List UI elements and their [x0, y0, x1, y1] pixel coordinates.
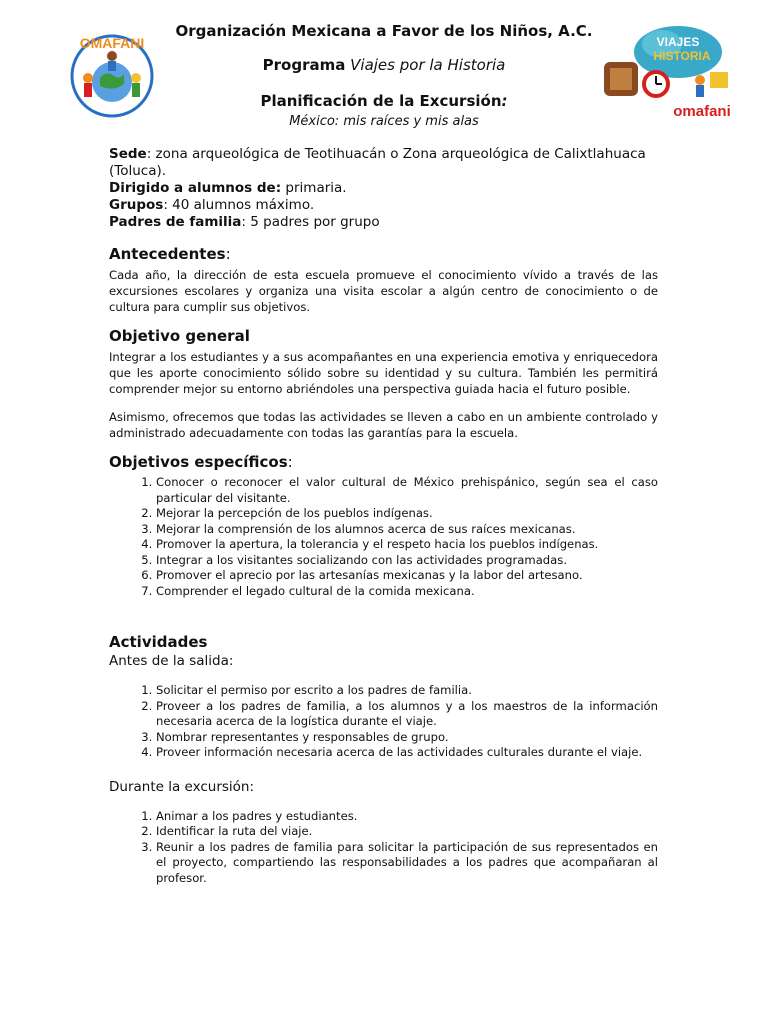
list-item: 3. Mejorar la comprensión de los alumnos acerca de sus raíces mexicanas. [156, 522, 658, 538]
actividades-heading: Actividades [109, 633, 208, 651]
svg-text:OMAFANI: OMAFANI [79, 35, 145, 51]
list-item: 6. Promover el aprecio por las artesanías mexicanas y la labor del artesano. [156, 568, 658, 584]
antecedentes-text: Cada año, la dirección de esta escuela promueve el conocimiento vívido a través de las excursiones escolares y organiza una visita escolar a algún centro de conocimiento o de cultura para cumplir sus objetivos. [109, 268, 658, 314]
dirigido-line: Dirigido a alumnos de: primaria. [109, 180, 347, 196]
list-item: 2. Proveer a los padres de familia, a los alumnos y a los maestros de la información necesaria acerca de la logística durante el viaje. [156, 699, 658, 730]
list-item: 1. Solicitar el permiso por escrito a los padres de familia. [156, 683, 658, 699]
omafani-logo-left [64, 26, 160, 122]
antecedentes-heading: Antecedentes: [109, 245, 231, 263]
objetivos-especificos-heading: Objetivos específicos: [109, 453, 293, 471]
document-body [109, 146, 658, 898]
list-item: 2. Identificar la ruta del viaje. [156, 824, 658, 840]
durante-list [109, 809, 658, 887]
org-title: Organización Mexicana a Favor de los Niños, A.C. [175, 22, 593, 40]
sede-line: Sede: zona arqueológica de Teotihuacán o Zona arqueológica de Calixtlahuaca (Toluca). [109, 146, 646, 179]
antes-list [109, 683, 658, 761]
list-item: 4. Proveer información necesaria acerca de las actividades culturales durante el viaje. [156, 745, 658, 761]
list-item: 2. Mejorar la percepción de los pueblos indígenas. [156, 506, 658, 522]
objetivos-especificos-list [109, 475, 658, 599]
durante-label: Durante la excursión: [109, 778, 255, 795]
program-line [150, 56, 618, 74]
objetivo-general-p2: Asimismo, ofrecemos que todas las actividades se lleven a cabo en un ambiente controlado y administrado adecuadamente con todas las garantías para la escuela. [109, 410, 658, 440]
grupos-line: Grupos: 40 alumnos máximo. [109, 197, 315, 213]
program-name: Viajes por la Historia [350, 56, 506, 74]
padres-line: Padres de familia: 5 padres por grupo [109, 214, 380, 230]
list-item: 1. Conocer o reconocer el valor cultural de México prehispánico, según sea el caso particular del visitante. [156, 475, 658, 506]
svg-text:omafani: omafani [673, 103, 731, 120]
list-item: 1. Animar a los padres y estudiantes. [156, 809, 658, 825]
subtitle: México: mis raíces y mis alas [289, 114, 479, 129]
document-header [0, 0, 768, 140]
svg-text:VIAJES: VIAJES [656, 35, 700, 49]
svg-text:HISTORIA: HISTORIA [653, 49, 711, 63]
list-item: 7. Comprender el legado cultural de la comida mexicana. [156, 584, 658, 600]
objetivo-general-heading: Objetivo general [109, 327, 250, 345]
objetivo-general-p1: Integrar a los estudiantes y a sus acompañantes en una experiencia emotiva y enriquecedora que les aporte conocimiento sólido sobre su identidad y su cultura. También les permitirá comprender mejor su entorno abriéndoles una perspectiva guiada hacia el futuro posible. [109, 350, 658, 396]
antes-label: Antes de la salida: [109, 653, 234, 669]
list-item: 3. Nombrar representantes y responsables de grupo. [156, 730, 658, 746]
list-item: 3. Reunir a los padres de familia para solicitar la participación de sus representados en el proyecto, compartiendo las responsabilidades a los padres que acompañaran al profesor. [156, 840, 658, 887]
plan-title: Planificación de la Excursión: [260, 92, 508, 110]
list-item: 4. Promover la apertura, la tolerancia y el respeto hacia los pueblos indígenas. [156, 537, 658, 553]
program-label: Programa [262, 56, 346, 74]
list-item: 5. Integrar a los visitantes socializando con las actividades programadas. [156, 553, 658, 569]
excursion-details [109, 146, 658, 231]
viajes-historia-logo [598, 22, 734, 122]
